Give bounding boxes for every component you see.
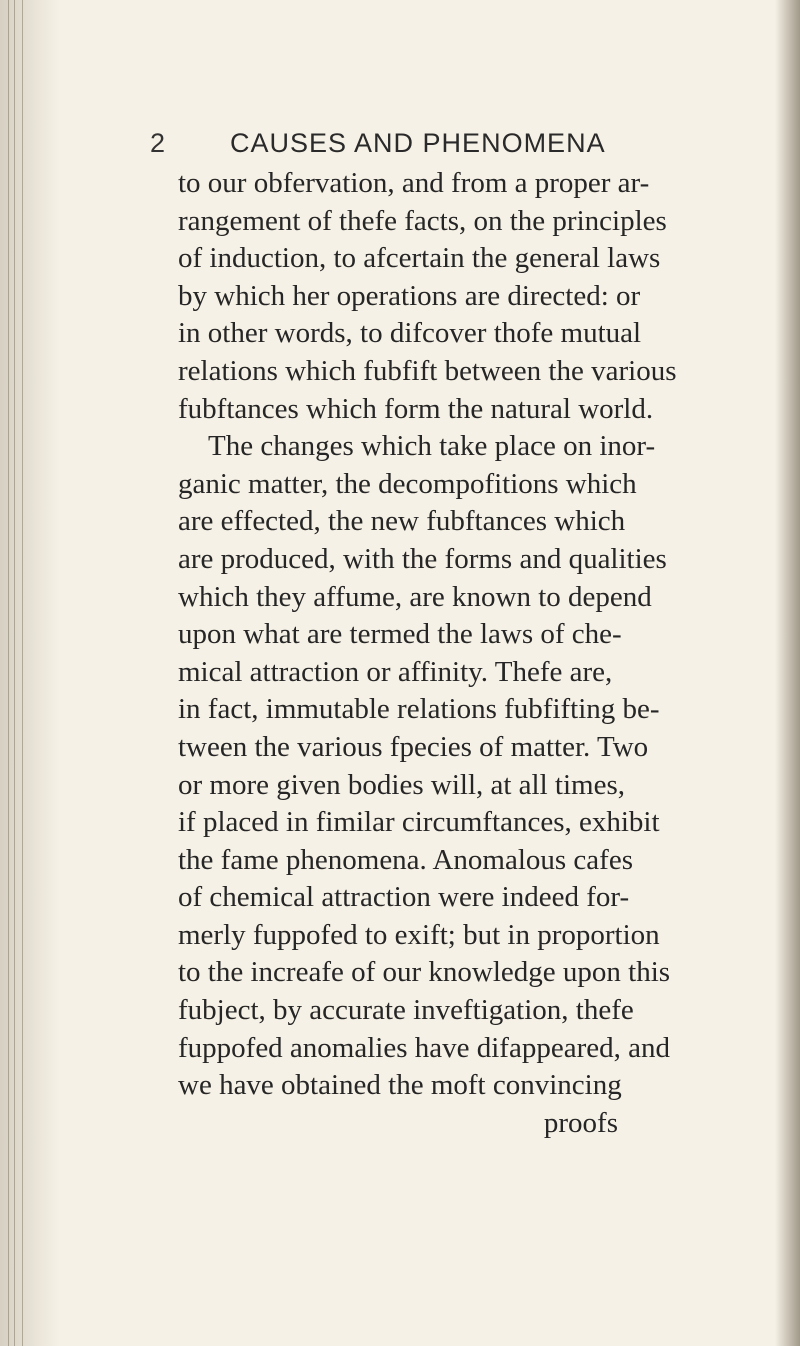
text-line: fubject, by accurate inveftigation, thefe (178, 994, 634, 1027)
gutter-shadow-line (14, 0, 15, 1346)
text-line: rangement of thefe facts, on the principles (178, 204, 667, 237)
text-line: in fact, immutable relations fubfifting be- (178, 693, 660, 726)
text-line: which they affume, are known to depend (178, 580, 652, 613)
text-line: merly fuppofed to exift; but in proportion (178, 918, 660, 951)
gutter-shadow-line (22, 0, 23, 1346)
text-line: we have obtained the moft convincing (178, 1069, 622, 1102)
text-line: The changes which take place on inor- (208, 430, 656, 463)
text-line: tween the various fpecies of matter. Two (178, 730, 649, 763)
body-text (178, 165, 677, 1142)
text-line: to our obfervation, and from a proper ar- (178, 167, 650, 199)
text-line: are produced, with the forms and qualities (178, 542, 667, 575)
text-line: ganic matter, the decompofitions which (178, 467, 637, 500)
text-line: by which her operations are directed: or (178, 279, 641, 312)
text-line: fubftances which form the natural world. (178, 392, 654, 425)
text-line: to the increafe of our knowledge upon this (178, 956, 671, 989)
text-line: of chemical attraction were indeed for- (178, 881, 630, 914)
text-line: fuppofed anomalies have difappeared, and (178, 1031, 670, 1064)
gutter-shadow-line (8, 0, 9, 1346)
text-line: if placed in fimilar circumftances, exhibit (178, 806, 660, 839)
text-line: are effected, the new fubftances which (178, 505, 626, 538)
catchword: proofs (543, 1106, 618, 1139)
text-line: relations which fubfift between the various (178, 354, 677, 387)
text-line: or more given bodies will, at all times, (178, 768, 625, 801)
running-head: CAUSES AND PHENOMENA (230, 128, 606, 158)
text-line: upon what are termed the laws of che- (178, 618, 622, 651)
page-header (150, 128, 650, 168)
page-number: 2 (150, 128, 166, 158)
text-line: in other words, to difcover thofe mutual (178, 317, 642, 350)
text-line: the fame phenomena. Anomalous cafes (178, 843, 633, 876)
text-line: of induction, to afcertain the general laws (178, 242, 661, 275)
text-line: mical attraction or affinity. Thefe are, (178, 655, 613, 688)
